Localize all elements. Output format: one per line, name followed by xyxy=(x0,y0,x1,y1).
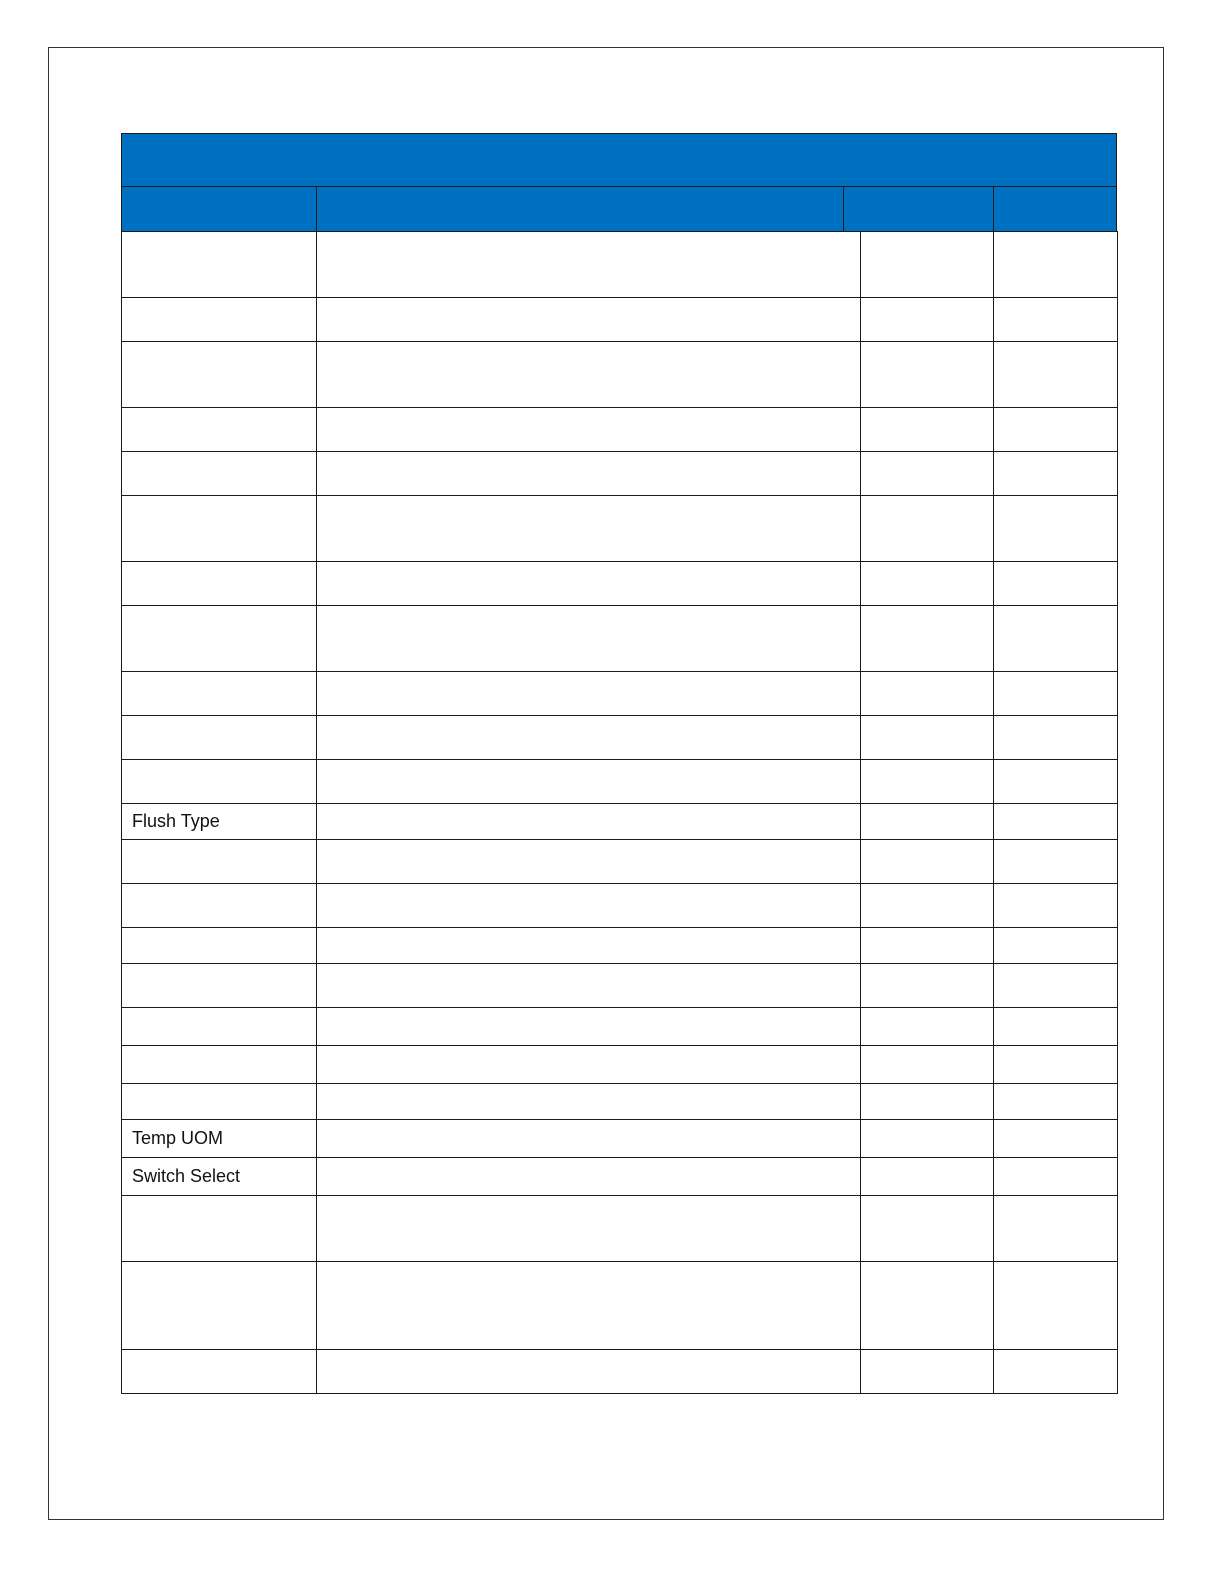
row-extra xyxy=(994,1084,1118,1120)
row-value xyxy=(861,716,994,760)
row-label xyxy=(122,716,317,760)
row-label xyxy=(122,1008,317,1046)
row-description xyxy=(317,1350,861,1394)
table-row xyxy=(122,1350,1118,1394)
row-label xyxy=(122,452,317,496)
row-label xyxy=(122,1196,317,1262)
row-extra xyxy=(994,562,1118,606)
row-value xyxy=(861,804,994,840)
row-value xyxy=(861,1196,994,1262)
row-extra xyxy=(994,964,1118,1008)
row-description xyxy=(317,452,861,496)
row-description xyxy=(317,1196,861,1262)
row-description xyxy=(317,562,861,606)
row-extra xyxy=(994,804,1118,840)
table-row xyxy=(122,1196,1118,1262)
row-extra xyxy=(994,1196,1118,1262)
row-description xyxy=(317,1262,861,1350)
row-description xyxy=(317,672,861,716)
row-extra xyxy=(994,1120,1118,1158)
row-value xyxy=(861,298,994,342)
row-description xyxy=(317,1084,861,1120)
row-description xyxy=(317,298,861,342)
column-header-3 xyxy=(843,186,994,232)
row-extra xyxy=(994,606,1118,672)
row-label xyxy=(122,884,317,928)
row-label xyxy=(122,760,317,804)
row-label xyxy=(122,840,317,884)
row-label: Flush Type xyxy=(122,804,317,840)
row-value xyxy=(861,760,994,804)
row-description xyxy=(317,496,861,562)
column-header-1 xyxy=(121,186,317,232)
row-label: Switch Select xyxy=(122,1158,317,1196)
table-row xyxy=(122,232,1118,298)
row-value xyxy=(861,408,994,452)
row-description xyxy=(317,840,861,884)
table-row xyxy=(122,1158,1118,1196)
row-description xyxy=(317,884,861,928)
row-extra xyxy=(994,342,1118,408)
row-label xyxy=(122,606,317,672)
row-description xyxy=(317,1008,861,1046)
table-row xyxy=(122,964,1118,1008)
row-value xyxy=(861,232,994,298)
row-description xyxy=(317,716,861,760)
row-extra xyxy=(994,452,1118,496)
table-title-bar xyxy=(121,133,1117,187)
row-value xyxy=(861,964,994,1008)
row-label xyxy=(122,1350,317,1394)
row-extra xyxy=(994,716,1118,760)
row-extra xyxy=(994,1046,1118,1084)
row-extra xyxy=(994,1350,1118,1394)
row-value xyxy=(861,884,994,928)
row-label xyxy=(122,1262,317,1350)
row-value xyxy=(861,1084,994,1120)
row-value xyxy=(861,1120,994,1158)
table-row xyxy=(122,716,1118,760)
row-value xyxy=(861,496,994,562)
row-value xyxy=(861,1046,994,1084)
row-description xyxy=(317,232,861,298)
row-extra xyxy=(994,1008,1118,1046)
row-value xyxy=(861,928,994,964)
table-row xyxy=(122,298,1118,342)
row-value xyxy=(861,1008,994,1046)
row-label xyxy=(122,232,317,298)
row-description xyxy=(317,964,861,1008)
table-row xyxy=(122,606,1118,672)
row-extra xyxy=(994,928,1118,964)
row-label xyxy=(122,408,317,452)
row-value xyxy=(861,1262,994,1350)
table-row xyxy=(122,672,1118,716)
parameter-table xyxy=(121,231,1118,1394)
row-extra xyxy=(994,496,1118,562)
row-value xyxy=(861,342,994,408)
row-extra xyxy=(994,408,1118,452)
row-description xyxy=(317,804,861,840)
column-header-2 xyxy=(316,186,844,232)
row-label xyxy=(122,342,317,408)
row-description xyxy=(317,606,861,672)
row-extra xyxy=(994,672,1118,716)
table-row xyxy=(122,804,1118,840)
row-label xyxy=(122,964,317,1008)
row-description xyxy=(317,408,861,452)
row-description xyxy=(317,342,861,408)
table-row xyxy=(122,1120,1118,1158)
row-description xyxy=(317,928,861,964)
row-label: Temp UOM xyxy=(122,1120,317,1158)
table-row xyxy=(122,1262,1118,1350)
row-label xyxy=(122,562,317,606)
row-extra xyxy=(994,298,1118,342)
row-label xyxy=(122,298,317,342)
row-value xyxy=(861,1350,994,1394)
table-row xyxy=(122,408,1118,452)
row-description xyxy=(317,1046,861,1084)
row-extra xyxy=(994,232,1118,298)
row-description xyxy=(317,1158,861,1196)
row-value xyxy=(861,1158,994,1196)
row-extra xyxy=(994,1158,1118,1196)
row-label xyxy=(122,928,317,964)
row-value xyxy=(861,840,994,884)
table-row xyxy=(122,452,1118,496)
row-description xyxy=(317,1120,861,1158)
row-value xyxy=(861,562,994,606)
table-row xyxy=(122,342,1118,408)
row-value xyxy=(861,452,994,496)
table-row xyxy=(122,760,1118,804)
row-label xyxy=(122,496,317,562)
row-extra xyxy=(994,760,1118,804)
row-extra xyxy=(994,884,1118,928)
table-row xyxy=(122,884,1118,928)
table-row xyxy=(122,1084,1118,1120)
table-row xyxy=(122,928,1118,964)
row-label xyxy=(122,672,317,716)
row-value xyxy=(861,606,994,672)
table-row xyxy=(122,840,1118,884)
table-row xyxy=(122,1046,1118,1084)
table-row xyxy=(122,1008,1118,1046)
row-description xyxy=(317,760,861,804)
row-label xyxy=(122,1046,317,1084)
row-value xyxy=(861,672,994,716)
table-row xyxy=(122,562,1118,606)
row-extra xyxy=(994,1262,1118,1350)
column-header-4 xyxy=(993,186,1117,232)
row-label xyxy=(122,1084,317,1120)
row-extra xyxy=(994,840,1118,884)
table-row xyxy=(122,496,1118,562)
